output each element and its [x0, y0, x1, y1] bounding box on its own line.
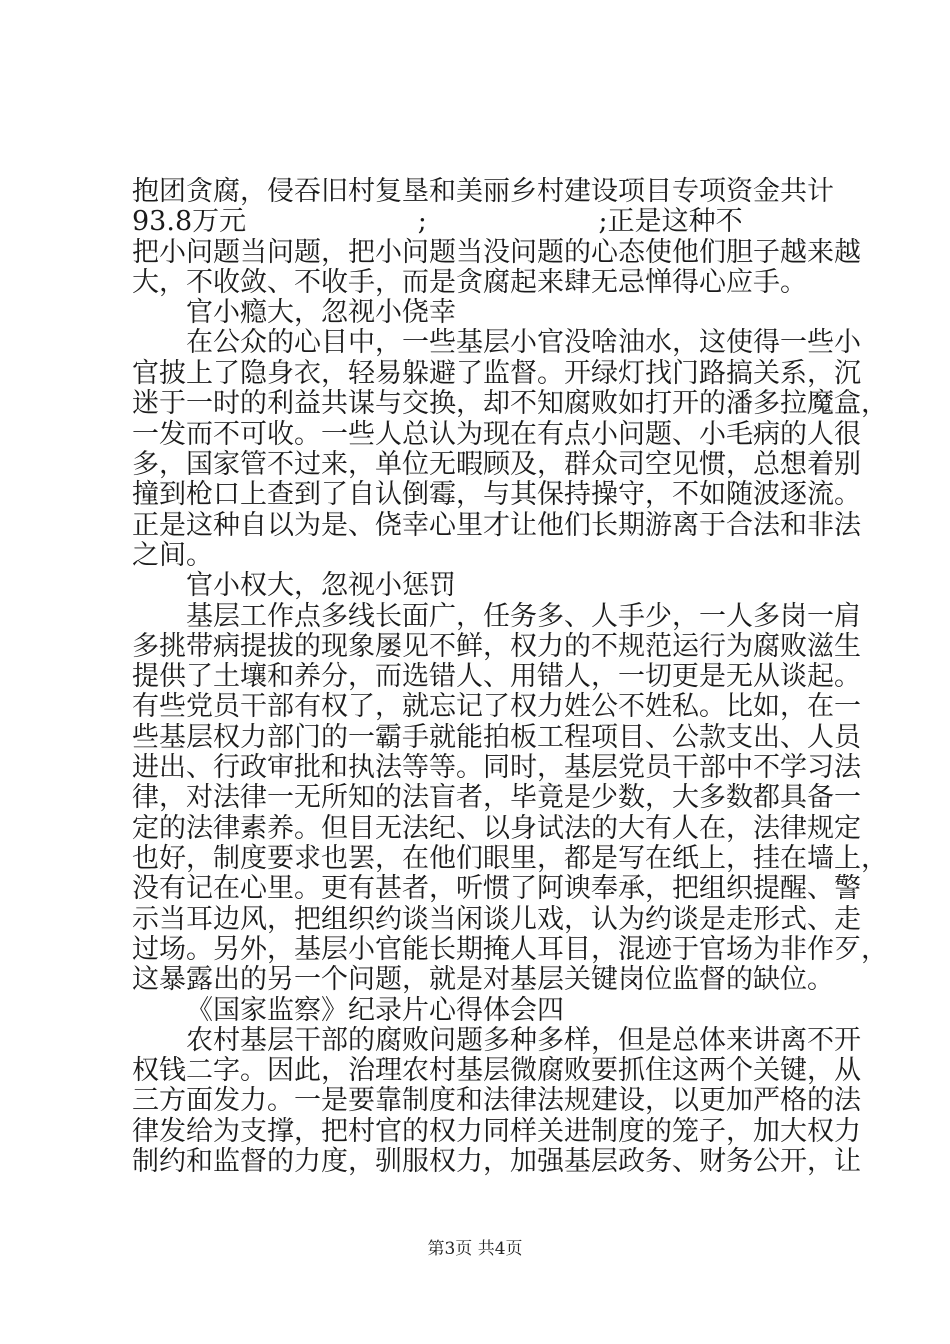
paragraph-line: 些基层权力部门的一霸手就能拍板工程项目、公款支出、人员	[132, 722, 861, 753]
paragraph-line: 这暴露出的另一个问题，就是对基层关键岗位监督的缺位。	[132, 964, 834, 995]
paragraph-line: 律发给为支撑，把村官的权力同样关进制度的笼子，加大权力	[132, 1116, 861, 1147]
paragraph-line: 有些党员干部有权了，就忘记了权力姓公不姓私。比如，在一	[132, 691, 861, 722]
paragraph-line: 定的法律素养。但目无法纪、以身试法的大有人在，法律规定	[132, 813, 861, 844]
section-heading: 官小权大，忽视小惩罚	[186, 570, 456, 601]
paragraph-line: 正是这种自以为是、侥幸心里才让他们长期游离于合法和非法	[132, 510, 861, 541]
paragraph-line: 迷于一时的利益共谋与交换，却不知腐败如打开的潘多拉魔盒，	[132, 388, 888, 419]
paragraph-line: 大，不收敛、不收手，而是贪腐起来肆无忌惮得心应手。	[132, 267, 807, 298]
paragraph-line: 多，国家管不过来，单位无暇顾及，群众司空见惯，总想着别	[132, 449, 861, 480]
paragraph-line: 多挑带病提拔的现象屡见不鲜，权力的不规范运行为腐败滋生	[132, 631, 861, 662]
paragraph-line: 抱团贪腐，侵吞旧村复垦和美丽乡村建设项目专项资金共计	[132, 176, 834, 207]
paragraph-line: 权钱二字。因此，治理农村基层微腐败要抓住这两个关键，从	[132, 1055, 861, 1086]
paragraph-line: 官披上了隐身衣，轻易躲避了监督。开绿灯找门路搞关系，沉	[132, 358, 861, 389]
paragraph-line: 93.8万元 ; ;正是这种不	[132, 206, 743, 237]
paragraph-line: 没有记在心里。更有甚者，听惯了阿谀奉承，把组织提醒、警	[132, 873, 861, 904]
paragraph-line: 示当耳边风，把组织约谈当闲谈儿戏，认为约谈是走形式、走	[132, 904, 861, 935]
paragraph-line: 进出、行政审批和执法等等。同时，基层党员干部中不学习法	[132, 752, 861, 783]
paragraph-line: 律，对法律一无所知的法盲者，毕竟是少数，大多数都具备一	[132, 782, 861, 813]
section-heading: 官小瘾大，忽视小侥幸	[186, 297, 456, 328]
page-number-footer: 第3页 共4页	[427, 1239, 523, 1259]
section-heading: 《国家监察》纪录片心得体会四	[186, 995, 564, 1026]
paragraph-line: 提供了土壤和养分，而选错人、用错人，一切更是无从谈起。	[132, 661, 861, 692]
paragraph-line: 制约和监督的力度，驯服权力，加强基层政务、财务公开，让	[132, 1146, 861, 1177]
paragraph-line: 把小问题当问题，把小问题当没问题的心态使他们胆子越来越	[132, 237, 861, 268]
paragraph-line: 过场。另外，基层小官能长期掩人耳目，混迹于官场为非作歹，	[132, 934, 888, 965]
paragraph-line: 之间。	[132, 540, 213, 571]
paragraph-line: 三方面发力。一是要靠制度和法律法规建设，以更加严格的法	[132, 1085, 861, 1116]
paragraph-line: 农村基层干部的腐败问题多种多样，但是总体来讲离不开	[186, 1025, 861, 1056]
paragraph-line: 一发而不可收。一些人总认为现在有点小问题、小毛病的人很	[132, 419, 861, 450]
paragraph-line: 撞到枪口上查到了自认倒霉，与其保持操守，不如随波逐流。	[132, 479, 861, 510]
paragraph-line: 在公众的心目中，一些基层小官没啥油水，这使得一些小	[186, 327, 861, 358]
paragraph-line: 也好，制度要求也罢，在他们眼里，都是写在纸上，挂在墙上，	[132, 843, 888, 874]
paragraph-line: 基层工作点多线长面广，任务多、人手少，一人多岗一肩	[186, 601, 861, 632]
